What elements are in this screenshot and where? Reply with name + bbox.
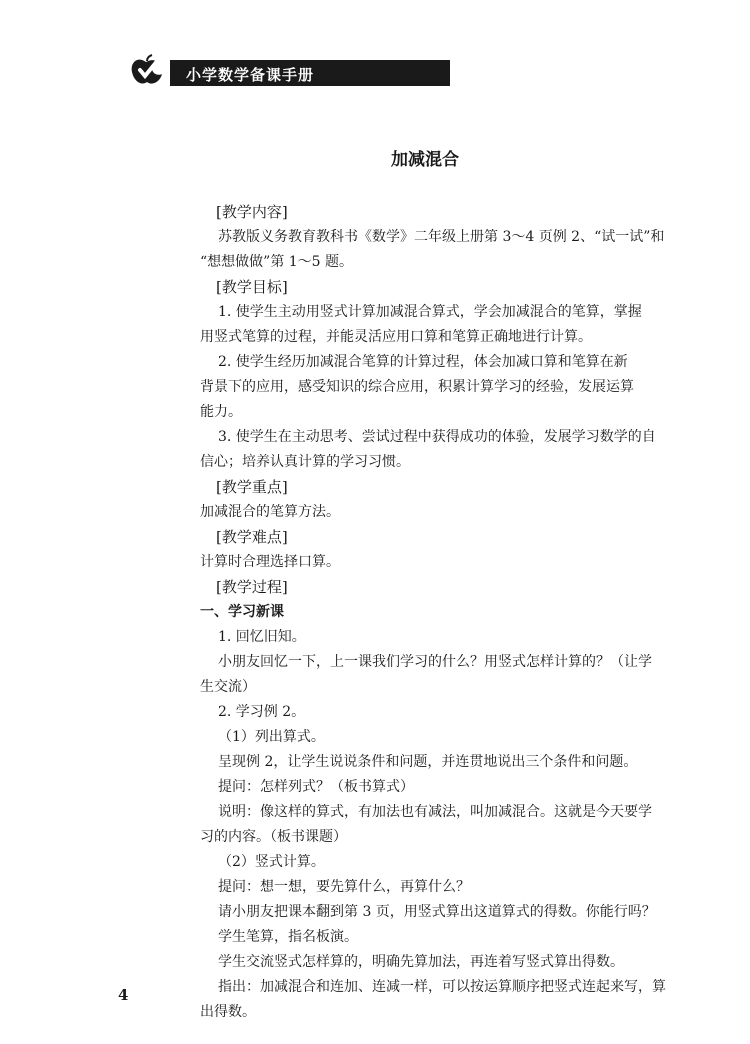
text-line: 说明：像这样的算式，有加法也有减法，叫加减混合。这就是今天要学 — [218, 804, 652, 820]
text-line: 指出：加减混合和连加、连减一样，可以按运算顺序把竖式连起来写，算 — [218, 979, 666, 995]
text-line: 2. 使学生经历加减混合笔算的计算过程，体会加减口算和笔算在新 — [218, 354, 628, 370]
section-label-process: [教学过程] — [216, 578, 288, 596]
text-line: 提问：怎样列式？（板书算式） — [218, 779, 414, 795]
text-line: 小朋友回忆一下，上一课我们学习的什么？用竖式怎样计算的？（让学 — [218, 654, 652, 670]
text-line: 1. 使学生主动用竖式计算加减混合算式，学会加减混合的笔算，掌握 — [218, 304, 642, 320]
section-label-key: [教学重点] — [216, 478, 288, 496]
text-line: 学生交流竖式怎样算的，明确先算加法，再连着写竖式算出得数。 — [218, 954, 624, 970]
text-line: 苏教版义务教育教科书《数学》二年级上册第 3～4 页例 2、“试一试”和 — [218, 229, 665, 245]
apple-check-logo-icon — [128, 54, 166, 88]
text-line: 1. 回忆旧知。 — [218, 629, 306, 645]
header-bar — [170, 60, 450, 86]
text-line: 生交流） — [200, 679, 256, 695]
text-line: 呈现例 2，让学生说说条件和问题，并连贯地说出三个条件和问题。 — [218, 754, 638, 770]
text-line: （1）列出算式。 — [218, 729, 325, 745]
text-line: 计算时合理选择口算。 — [200, 554, 340, 570]
text-line: 3. 使学生在主动思考、尝试过程中获得成功的体验，发展学习数学的自 — [218, 429, 656, 445]
text-line: 出得数。 — [200, 1004, 256, 1020]
lesson-body — [200, 200, 666, 1025]
section-label-difficulty: [教学难点] — [216, 528, 288, 546]
text-line: （2）竖式计算。 — [218, 854, 325, 870]
text-line: 请小朋友把课本翻到第 3 页，用竖式算出这道算式的得数。你能行吗？ — [218, 904, 656, 920]
text-line: 能力。 — [200, 404, 242, 420]
text-line: 背景下的应用，感受知识的综合应用，积累计算学习的经验，发展运算 — [200, 379, 634, 395]
text-line: 习的内容。（板书课题） — [200, 829, 347, 845]
text-line: 2. 学习例 2。 — [218, 704, 306, 720]
page-title: 加减混合 — [391, 150, 459, 170]
process-heading: 一、学习新课 — [200, 604, 284, 620]
text-line: 学生笔算，指名板演。 — [218, 929, 358, 945]
section-label-objectives: [教学目标] — [216, 278, 288, 296]
text-line: 用竖式笔算的过程，并能灵活应用口算和笔算正确地进行计算。 — [200, 329, 592, 345]
text-line: 信心；培养认真计算的学习习惯。 — [200, 454, 410, 470]
page-number: 4 — [118, 986, 129, 1004]
section-label-content: [教学内容] — [216, 203, 288, 221]
book-title: 小学数学备课手册 — [186, 66, 315, 84]
text-line: 提问：想一想，要先算什么，再算什么？ — [218, 879, 470, 895]
text-line: “想想做做”第 1～5 题。 — [200, 254, 354, 270]
text-line: 加减混合的笔算方法。 — [200, 504, 340, 520]
